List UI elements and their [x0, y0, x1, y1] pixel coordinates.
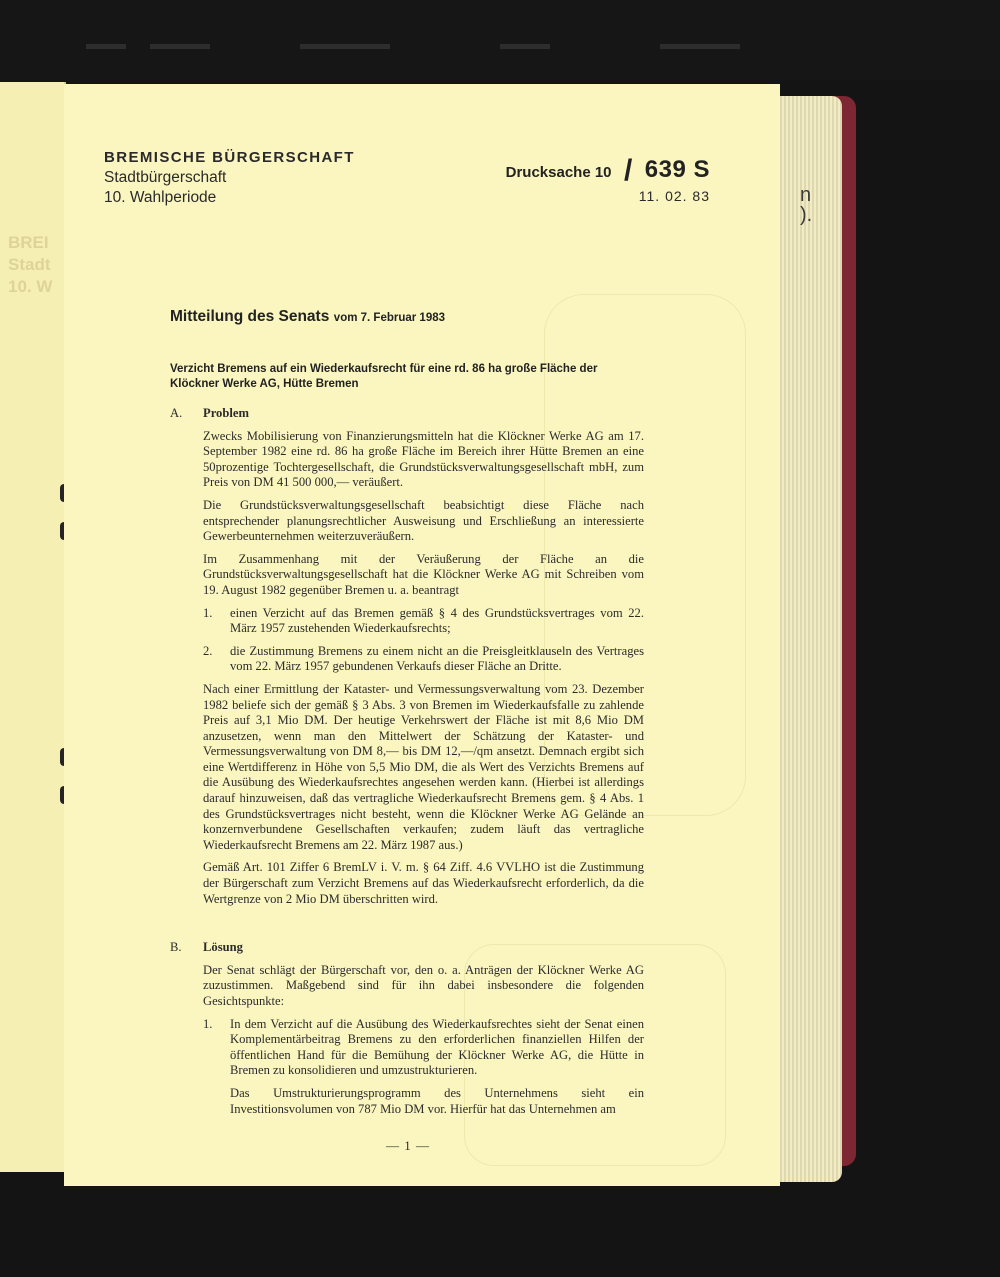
chamber-name: Stadtbürgerschaft: [104, 169, 227, 186]
paragraph: Die Grundstücksverwaltungsgesellschaft beabsichtigt diese Fläche nach entsprechender planungsrechtlicher Ausweisung und Erschließung an interessierte Gewerbeunternehmen weiterzuveräußern.: [203, 497, 644, 544]
paragraph: Der Senat schlägt der Bürgerschaft vor, den o. a. Anträgen der Klöckner Werke AG zuzustimmen. Maßgebend sind für ihn dabei insbesondere die folgenden Gesichtspunkte:: [203, 962, 644, 1008]
legislative-period: 10. Wahlperiode: [104, 189, 217, 206]
organization-name: BREMISCHE BÜRGERSCHAFT: [104, 149, 355, 166]
section-title: Lösung: [203, 940, 243, 955]
document-date: 11. 02. 83: [638, 188, 710, 204]
list-item: [203, 606, 644, 637]
subject-line: Verzicht Bremens auf ein Wiederkaufsrecht für eine rd. 86 ha große Fläche der: [170, 363, 598, 375]
tape-strip: [660, 44, 740, 49]
drucksache-slash: /: [623, 154, 633, 187]
paragraph: Zwecks Mobilisierung von Finanzierungsmitteln hat die Klöckner Werke AG am 17. September 1982 eine rd. 86 ha große Fläche im Bereich ihrer Hütte Bremen an eine 50prozentige Tochtergesellschaft, die Grundstücksverwaltungsgesellschaft mbH, zum Preis von DM 41 500 000,— veräußert.: [203, 428, 644, 490]
section-a-heading: [170, 406, 644, 422]
tape-strip: [500, 44, 550, 49]
list-item-body: [230, 1017, 644, 1125]
section-a-content: [203, 429, 644, 908]
list-item-number: 1.: [203, 605, 213, 620]
section-b-content: [203, 963, 644, 1124]
section-gap: [170, 914, 644, 940]
list-item: [203, 1017, 644, 1125]
list-item-text: die Zustimmung Bremens zu einem nicht an die Preisgleitklauseln des Vertrages vom 22. März 1957 gebundenen Verkaufs dieser Fläche an Dritte.: [230, 643, 644, 674]
document-subject: [170, 362, 644, 392]
drucksache-id: 639 S: [644, 156, 710, 183]
tape-strip: [86, 44, 126, 49]
list-item: [203, 644, 644, 675]
drucksache-label: Drucksache 10: [505, 164, 612, 181]
section-letter: B.: [170, 940, 182, 955]
document-title: [170, 308, 445, 326]
paragraph: Im Zusammenhang mit der Veräußerung der Fläche an die Grundstücksverwaltungsgesellschaft hat die Klöckner Werke AG mit Schreiben vom 19. August 1982 gegenüber Bremen u. a. beantragt: [203, 551, 644, 597]
paragraph: Gemäß Art. 101 Ziffer 6 BremLV i. V. m. § 64 Ziff. 4.6 VVLHO ist die Zustimmung der Bürgerschaft zum Verzicht Bremens auf das Wiederkaufsrecht erforderlich, da die Wertgrenze von 2 Mio DM überschritten wird.: [203, 860, 644, 906]
edge-mark: n: [800, 184, 812, 206]
left-page: [0, 82, 66, 1172]
letterhead: [104, 148, 355, 208]
section-b-heading: [170, 940, 644, 956]
page-number: — 1 —: [386, 1138, 430, 1153]
scan-background: [0, 0, 1000, 80]
document-body: [170, 406, 644, 1131]
page-edges: [770, 96, 842, 1182]
title-main: Mitteilung des Senats: [170, 308, 330, 325]
tape-strip: [150, 44, 210, 49]
list-item-text: In dem Verzicht auf die Ausübung des Wiederkaufsrechtes sieht der Senat einen Komplementärbeitrag Bremens zu den erforderlichen finanziellen Hilfen der öffentlichen Hand für die Bemühung der Klöckner Werke AG, die Hütte in Bremen zu konsolidieren und umzustrukturieren.: [230, 1016, 644, 1078]
list-item-number: 2.: [203, 643, 213, 658]
section-letter: A.: [170, 406, 183, 420]
section-title: Problem: [203, 406, 249, 420]
drucksache-number: [506, 154, 710, 188]
list-item-number: 1.: [203, 1016, 213, 1031]
subject-line: Klöckner Werke AG, Hütte Bremen: [170, 378, 359, 390]
list-item-text: einen Verzicht auf das Bremen gemäß § 4 des Grundstücksvertrages vom 22. März 1957 zustehenden Wiederkaufsrechts;: [230, 605, 644, 636]
list-item-text: Das Umstrukturierungsprogramm des Unternehmens sieht ein Investitionsvolumen von 787 Mio DM vor. Hierfür hat das Unternehmen am: [230, 1085, 644, 1116]
tape-strip: [300, 44, 390, 49]
edge-mark: ).: [800, 204, 813, 226]
paragraph: Nach einer Ermittlung der Kataster- und Vermessungsverwaltung vom 23. Dezember 1982 beliefe sich der gemäß § 3 Abs. 3 von Bremen im Wiederkaufsfalle zu zahlende Preis auf 3,1 Mio DM. Der heutige Verkehrswert der Fläche ist mit 8,6 Mio DM anzusetzen, wenn man den Mittelwert der Schätzung der Kataster- und Vermessungsverwaltung von DM 8,— bis DM 12,—/qm ansetzt. Demnach ergibt sich eine Wertdifferenz in Höhe von 5,5 Mio DM, die als Wert des Verzichts Bremens auf die Ausübung des Wiederkaufsrechtes angesehen werden kann. (Hierbei ist allerdings darauf hinzuweisen, daß das vertragliche Wiederkaufsrecht Bremens gem. § 4 Abs. 1 des Grundstücksvertrages nicht besteht, wenn die Klöckner Werke AG Gelände an konzernverbundene Gesellschaften verkaufen; zudem läuft das vertragliche Wiederkaufsrecht Bremens am 22. März 1987 aus.): [203, 681, 644, 852]
title-date: vom 7. Februar 1983: [333, 312, 446, 324]
left-page-text: BREI Stadt 10. W: [8, 233, 53, 296]
